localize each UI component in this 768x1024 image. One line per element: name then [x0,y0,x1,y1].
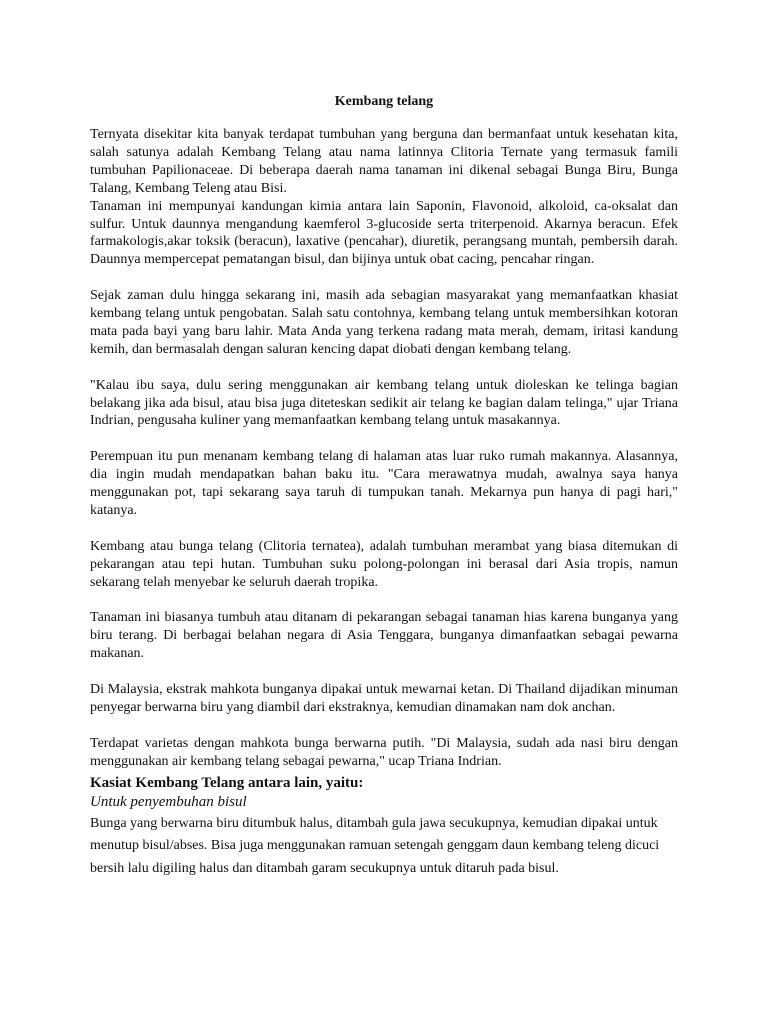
paragraph-chemistry: Tanaman ini mempunyai kandungan kimia antara lain Saponin, Flavonoid, alkoloid, ca-oksalat dan sulfur. Untuk daunnya mengandung kaemferol 3-glucoside serta triterpenoid. Akarnya beracun. Efek farmakologis,akar toksik (beracun), laxative (pencahar), diuretik, perangsang muntah, pembersih darah. Daunnya mempercepat pematangan bisul, dan bijinya untuk obat cacing, pencahar ringan. [90,198,678,268]
paragraph-intro: Ternyata disekitar kita banyak terdapat tumbuhan yang berguna dan bermanfaat untuk kesehatan kita, salah satunya adalah Kembang Telang atau nama latinnya Clitoria Ternate yang termasuk famili tumbuhan Papilionaceae. Di beberapa daerah nama tanaman ini dikenal sebagai Bunga Biru, Bunga Talang, Kembang Teleng atau Bisi. [90,127,678,196]
paragraph-malaysia-thailand: Di Malaysia, ekstrak mahkota bunganya dipakai untuk mewarnai ketan. Di Thailand dijadikan minuman penyegar berwarna biru yang diambil dari ekstraknya, kemudian dinamakan nam dok anchan. [90,682,678,715]
document-page [90,94,678,880]
paragraph-description: Kembang atau bunga telang (Clitoria ternatea), adalah tumbuhan merambat yang biasa ditemukan di pekarangan atau tepi hutan. Tumbuhan suku polong-polongan ini berasal dari Asia tropis, namun sekarang telah menyebar ke seluruh daerah tropika. [90,538,678,590]
paragraph-white-variety: Terdapat varietas dengan mahkota bunga berwarna putih. "Di Malaysia, sudah ada nasi biru dengan menggunakan air kembang telang sebagai pewarna," ucap Triana Indrian. [90,735,678,769]
section-heading: Kasiat Kembang Telang antara lain, yaitu: [90,774,364,791]
section-body: Bunga yang berwarna biru ditumbuk halus, ditambah gula jawa secukupnya, kemudian dipakai untuk menutup bisul/abses. Bisa juga menggunakan ramuan setengah genggam daun kembang teleng dicuci bersih lalu digiling halus dan ditambah garam secukupnya untuk ditaruh pada bisul. [90,815,660,876]
section-subheading: Untuk penyembuhan bisul [90,793,247,810]
paragraph-quote-triana: "Kalau ibu saya, dulu sering menggunakan air kembang telang untuk dioleskan ke telinga bagian belakang jika ada bisul, atau bisa juga diteteskan sedikit air telang ke bagian dalam telinga," ujar Triana Indrian, pengusaha kuliner yang memanfaatkan kembang telang untuk masakannya. [90,377,678,429]
paragraph-ornamental: Tanaman ini biasanya tumbuh atau ditanam di pekarangan sebagai tanaman hias karena bunganya yang biru terang. Di berbagai belahan negara di Asia Tenggara, bunganya dimanfaatkan sebagai pewarna makanan. [90,610,678,662]
document-title: Kembang telang [334,94,434,109]
paragraph-traditional-use: Sejak zaman dulu hingga sekarang ini, masih ada sebagian masyarakat yang memanfaatkan khasiat kembang telang untuk pengobatan. Salah satu contohnya, kembang telang untuk membersihkan kotoran mata pada bayi yang baru lahir. Mata Anda yang terkena radang mata merah, demam, iritasi kandung kemih, dan bermasalah dengan saluran kencing dapat diobati dengan kembang telang. [90,288,678,357]
paragraph-planting: Perempuan itu pun menanam kembang telang di halaman atas luar ruko rumah makannya. Alasannya, dia ingin mudah mendapatkan bahan baku itu. "Cara merawatnya mudah, awalnya saya hanya menggunakan pot, tapi sekarang saya taruh di tumpukan tanah. Mekarnya pun hanya di pagi hari," katanya. [90,449,678,518]
